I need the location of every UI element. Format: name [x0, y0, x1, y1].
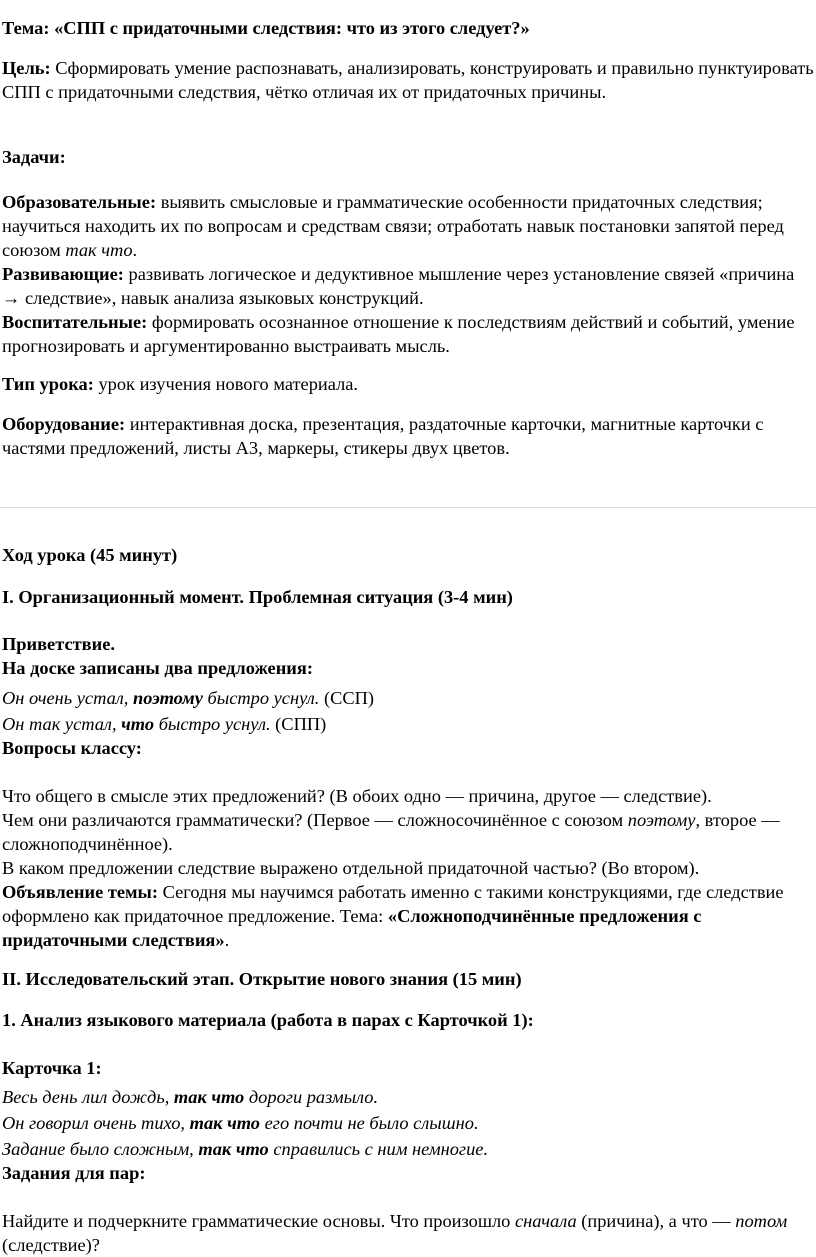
tasks-educational: Образовательные: выявить смысловые и грамматические особенности придаточных следствия; научиться находить их по вопросам и средствам связи; отработать навык постановки запятой перед союзом так что.	[2, 192, 784, 260]
educational-label: Образовательные:	[2, 192, 157, 212]
question-1: Что общего в смысле этих предложений? (В обоих одно — причина, другое — следствие).	[2, 786, 712, 806]
topic-line	[2, 16, 814, 40]
goal-paragraph	[2, 56, 814, 104]
developing-label: Развивающие:	[2, 264, 124, 284]
goal-text: Сформировать умение распознавать, анализировать, конструировать и правильно пунктуировать СПП с придаточными следствия, чётко отличая их от придаточных причины.	[2, 58, 814, 102]
tasks-heading: Задачи:	[2, 147, 66, 167]
card-sentence-1: Весь день лил дождь, так что дороги размыло.	[2, 1087, 379, 1107]
equipment: Оборудование: интерактивная доска, презентация, раздаточные карточки, магнитные карточки с частями предложений, листы А3, маркеры, стикеры двух цветов.	[2, 414, 764, 458]
card-sentence-2: Он говорил очень тихо, так что его почти не было слышно.	[2, 1113, 479, 1133]
card-1-label: Карточка 1:	[2, 1058, 102, 1078]
topic-text: «СПП с придаточными следствия: что из этого следует?»	[54, 18, 530, 38]
greeting: Приветствие.	[2, 634, 115, 654]
question-3: В каком предложении следствие выражено отдельной придаточной частью? (Во втором).	[2, 858, 700, 878]
example-sentence-2: Он так устал, что быстро уснул. (СПП)	[2, 714, 327, 734]
section1-heading: I. Организационный момент. Проблемная ситуация (3-4 мин)	[2, 587, 513, 607]
tasks-developing: Развивающие: развивать логическое и дедуктивное мышление через установление связей «причина → следствие», навык анализа языковых конструкций.	[2, 264, 795, 308]
lesson-type: Тип урока: урок изучения нового материала.	[2, 374, 359, 394]
course-heading: Ход урока (45 минут)	[2, 545, 178, 565]
topic-label: Тема:	[2, 18, 50, 38]
pair-task-1: Найдите и подчеркните грамматические основы. Что произошло сначала (причина), а что — потом (следствие)?	[2, 1211, 788, 1255]
pair-tasks-label: Задания для пар:	[2, 1163, 146, 1183]
equipment-label: Оборудование:	[2, 414, 126, 434]
board-intro: На доске записаны два предложения:	[2, 658, 313, 678]
section2-heading: II. Исследовательский этап. Открытие нового знания (15 мин)	[2, 969, 522, 989]
lesson-type-label: Тип урока:	[2, 374, 94, 394]
horizontal-divider	[0, 507, 816, 508]
subsection-1-heading: 1. Анализ языкового материала (работа в парах с Карточкой 1):	[2, 1010, 534, 1030]
example-sentence-1: Он очень устал, поэтому быстро уснул. (ССП)	[2, 688, 375, 708]
upbringing-label: Воспитательные:	[2, 312, 148, 332]
tasks-upbringing: Воспитательные: формировать осознанное отношение к последствиям действий и событий, умение прогнозировать и аргументированно выстраивать мысль.	[2, 312, 795, 356]
goal-label: Цель:	[2, 58, 51, 78]
topic-announcement: Объявление темы: Сегодня мы научимся работать именно с такими конструкциями, где следствие оформлено как придаточное предложение. Тема: «Сложноподчинённые предложения с придаточными следствия».	[2, 882, 784, 950]
question-2: Чем они различаются грамматически? (Первое — сложносочинённое с союзом поэтому, второе — сложноподчинённое).	[2, 810, 780, 854]
card-sentence-3: Задание было сложным, так что справились с ним немногие.	[2, 1139, 489, 1159]
questions-label: Вопросы классу:	[2, 738, 142, 758]
